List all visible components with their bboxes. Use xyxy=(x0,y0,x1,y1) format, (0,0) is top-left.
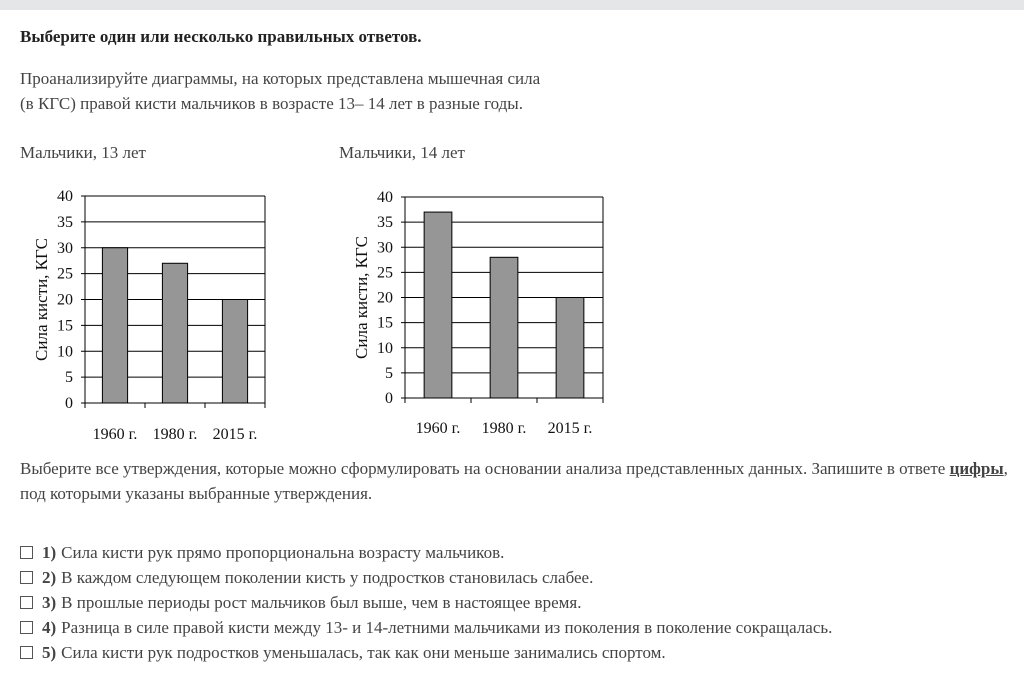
y-tick-label: 25 xyxy=(377,264,393,282)
checkbox[interactable] xyxy=(20,546,33,559)
option-number: 5) xyxy=(42,642,57,662)
answer-option-2[interactable] xyxy=(20,565,832,590)
option-number: 3) xyxy=(42,592,57,612)
option-number: 1) xyxy=(42,542,57,562)
option-text: В каждом следующем поколении кисть у подростков становилась слабее. xyxy=(61,567,594,587)
x-tick-label: 2015 г. xyxy=(547,420,593,437)
answer-option-1[interactable] xyxy=(20,540,832,565)
y-tick-label: 10 xyxy=(57,343,73,361)
y-axis-label: Сила кисти, КГС xyxy=(352,236,371,359)
y-tick-label: 25 xyxy=(57,265,73,283)
task-emphasis: цифры xyxy=(949,459,1004,478)
task-text-part1: Выберите все утверждения, которые можно сформулировать на основании анализа представленных данных. Запишите в ответе xyxy=(20,459,950,478)
checkbox[interactable] xyxy=(20,621,33,634)
task-text-part2: , под которыми указаны выбранные утверждения. xyxy=(20,459,1008,503)
y-tick-label: 15 xyxy=(377,314,393,332)
checkbox[interactable] xyxy=(20,571,33,584)
answer-option-5[interactable] xyxy=(20,640,832,665)
answer-options xyxy=(20,540,832,665)
option-text: Разница в силе правой кисти между 13- и 14-летними мальчиками из поколения в поколение сокращалась. xyxy=(61,617,833,637)
option-text: Сила кисти рук подростков уменьшалась, так как они меньше занимались спортом. xyxy=(61,642,666,662)
bar xyxy=(222,300,247,404)
bar xyxy=(424,212,452,398)
y-tick-label: 20 xyxy=(377,289,393,307)
question-prompt xyxy=(20,66,660,116)
option-number: 2) xyxy=(42,567,57,587)
y-tick-label: 35 xyxy=(377,214,393,232)
option-number: 4) xyxy=(42,617,57,637)
top-bar xyxy=(0,0,1024,10)
x-tick-label: 2015 г. xyxy=(212,426,258,443)
x-tick-label: 1960 г. xyxy=(415,420,461,437)
option-text: В прошлые периоды рост мальчиков был выше, чем в настоящее время. xyxy=(61,592,582,612)
instruction: Выберите один или несколько правильных ответов. xyxy=(20,27,422,46)
answer-option-4[interactable] xyxy=(20,615,832,640)
chart-13 xyxy=(20,185,280,450)
chart-title-14: Мальчики, 14 лет xyxy=(339,143,465,162)
y-tick-label: 0 xyxy=(65,395,73,412)
y-tick-label: 5 xyxy=(385,364,393,382)
prompt-line: Проанализируйте диаграммы, на которых представлена мышечная сила xyxy=(20,69,541,88)
bar xyxy=(162,263,187,403)
y-tick-label: 0 xyxy=(385,390,393,407)
chart-title-13: Мальчики, 13 лет xyxy=(20,143,146,162)
y-tick-label: 30 xyxy=(377,239,393,257)
y-axis-label: Сила кисти, КГС xyxy=(32,238,51,361)
y-tick-label: 10 xyxy=(377,339,393,357)
x-tick-label: 1980 г. xyxy=(481,420,527,437)
task-text xyxy=(20,456,1010,506)
y-tick-label: 5 xyxy=(65,369,73,387)
prompt-line: (в КГС) правой кисти мальчиков в возрасте 13– 14 лет в разные годы. xyxy=(20,94,523,113)
y-tick-label: 40 xyxy=(57,188,73,205)
checkbox[interactable] xyxy=(20,646,33,659)
bar xyxy=(102,248,127,403)
y-tick-label: 20 xyxy=(57,291,73,309)
x-tick-label: 1980 г. xyxy=(152,426,198,443)
bar xyxy=(490,257,518,398)
y-tick-label: 15 xyxy=(57,317,73,335)
x-tick-label: 1960 г. xyxy=(92,426,138,443)
option-text: Сила кисти рук прямо пропорциональна возрасту мальчиков. xyxy=(61,542,505,562)
y-tick-label: 40 xyxy=(377,189,393,206)
y-tick-label: 30 xyxy=(57,239,73,257)
answer-option-3[interactable] xyxy=(20,590,832,615)
bar xyxy=(556,298,584,399)
y-tick-label: 35 xyxy=(57,213,73,231)
checkbox[interactable] xyxy=(20,596,33,609)
chart-14 xyxy=(340,185,620,450)
